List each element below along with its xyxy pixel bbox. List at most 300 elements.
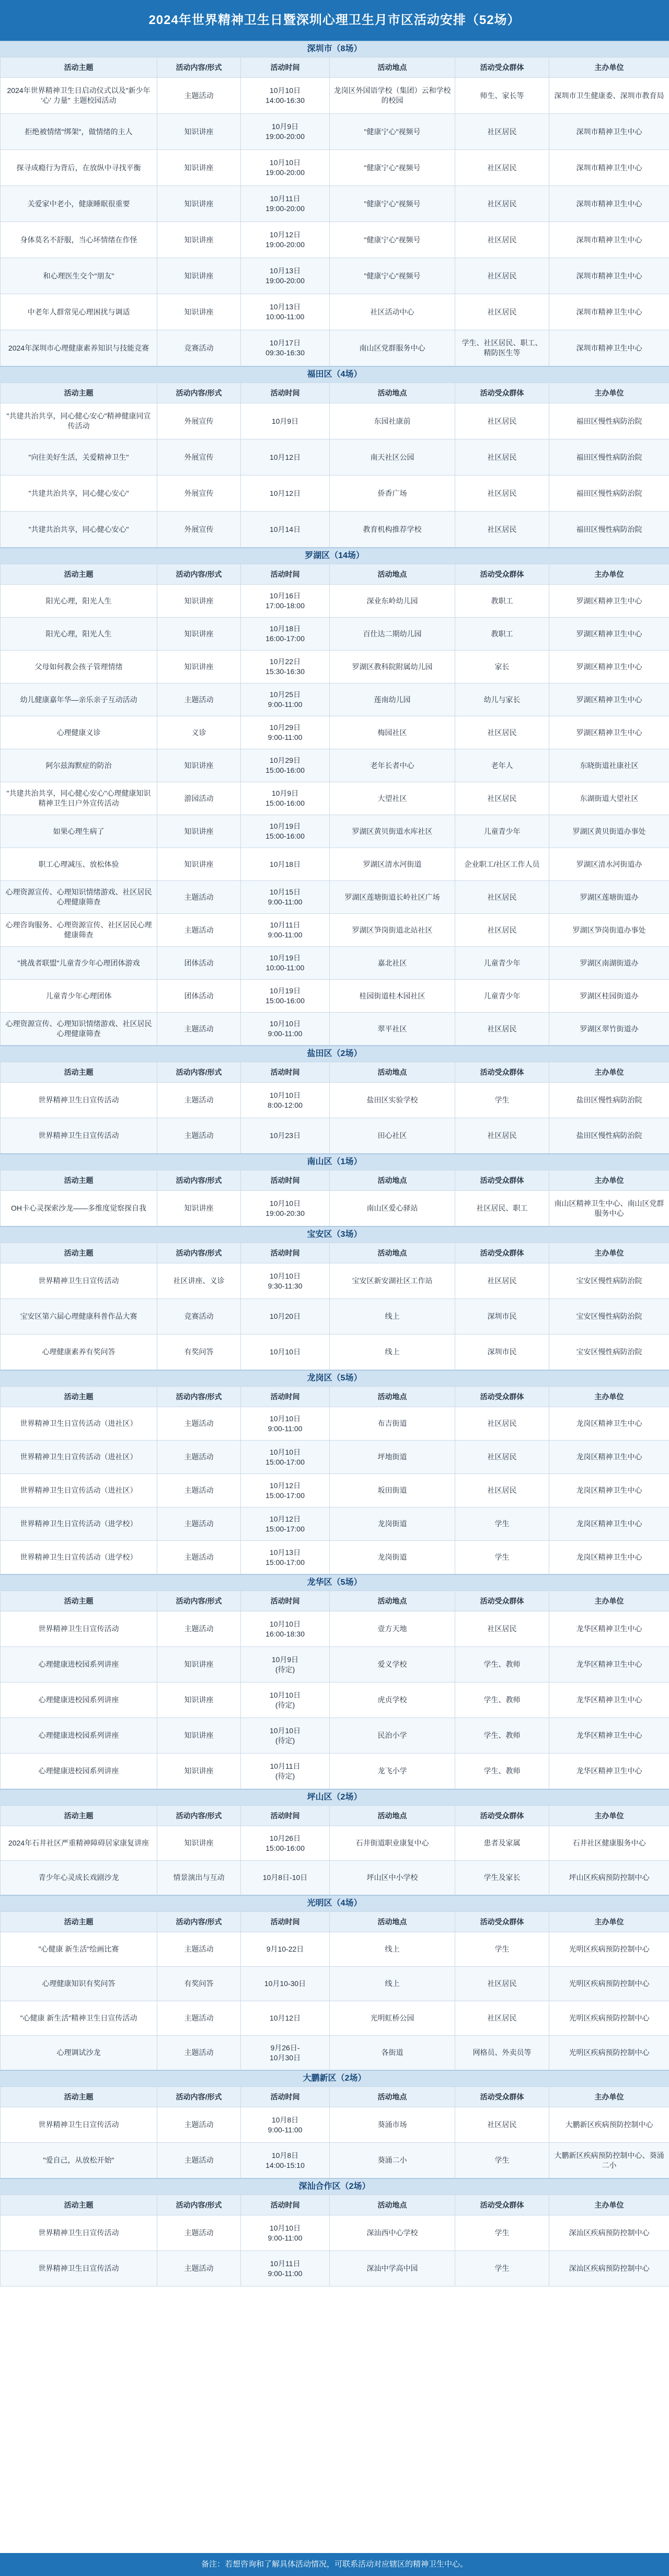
table-cell: 罗湖区精神卫生中心	[549, 618, 669, 651]
table-row	[1, 258, 669, 294]
column-header: 主办单位	[549, 1912, 669, 1932]
table-cell: 10月15日 9:00-11:00	[241, 881, 330, 914]
table-cell: 福田区慢性病防治院	[549, 439, 669, 475]
table-cell: 儿童青少年	[455, 815, 549, 848]
column-header: 活动地点	[330, 1591, 455, 1611]
table-cell: 光明区疾病预防控制中心	[549, 1932, 669, 1967]
column-header: 活动时间	[241, 1062, 330, 1083]
table-cell: 罗湖区清水河街道	[330, 848, 455, 881]
table-cell: 患者及家属	[455, 1826, 549, 1861]
table-cell: 主题活动	[157, 1407, 241, 1441]
table-cell: 龙岗街道	[330, 1507, 455, 1541]
table-cell: 外展宣传	[157, 403, 241, 439]
column-header: 主办单位	[549, 383, 669, 403]
table-cell: 爱义学校	[330, 1647, 455, 1682]
table-cell: 知识讲座	[157, 258, 241, 294]
table-cell: 世界精神卫生日宣传活动	[1, 2251, 157, 2287]
table-cell: 知识讲座	[157, 150, 241, 186]
table-cell: 10月19日 15:00-16:00	[241, 980, 330, 1013]
table-cell: 青少年心灵成长戏剧沙龙	[1, 1861, 157, 1895]
table-cell: 知识讲座	[157, 1718, 241, 1754]
table-cell: 知识讲座	[157, 848, 241, 881]
column-header-row	[1, 1243, 669, 1263]
table-cell: 罗湖区黄贝街道水库社区	[330, 815, 455, 848]
column-header: 活动地点	[330, 1387, 455, 1407]
table-cell: 知识讲座	[157, 815, 241, 848]
table-row	[1, 330, 669, 366]
table-cell: 学生	[455, 1083, 549, 1118]
table-cell: 社区居民	[455, 881, 549, 914]
page-title: 2024年世界精神卫生日暨深圳心理卫生月市区活动安排（52场）	[0, 0, 669, 41]
table-cell: 10月8日 14:00-15:10	[241, 2143, 330, 2178]
table-row	[1, 439, 669, 475]
column-header: 主办单位	[549, 1806, 669, 1826]
column-header: 活动主题	[1, 1591, 157, 1611]
column-header: 活动内容/形式	[157, 1912, 241, 1932]
table-cell: 龙华区精神卫生中心	[549, 1682, 669, 1718]
table-cell: 主题活动	[157, 2036, 241, 2070]
column-header-row	[1, 1062, 669, 1083]
table-cell: 如果心理生病了	[1, 815, 157, 848]
district-table	[0, 564, 669, 1046]
table-row	[1, 749, 669, 782]
table-cell: 2024年深圳市心理健康素养知识与技能竞赛	[1, 330, 157, 366]
column-header: 主办单位	[549, 1062, 669, 1083]
table-cell: 心理健康进校园系列讲座	[1, 1682, 157, 1718]
table-cell: 网格员、外卖员等	[455, 2036, 549, 2070]
table-cell: 10月18日 16:00-17:00	[241, 618, 330, 651]
column-header: 主办单位	[549, 57, 669, 78]
table-cell: 竞赛活动	[157, 1299, 241, 1335]
district-table	[0, 1805, 669, 1895]
table-cell: 龙飞小学	[330, 1754, 455, 1789]
table-cell: 主题活动	[157, 2251, 241, 2287]
table-row	[1, 1682, 669, 1718]
table-cell: 10月10日 (待定)	[241, 1682, 330, 1718]
table-cell: 10月10日 19:00-20:00	[241, 150, 330, 186]
column-header: 活动受众群体	[455, 1912, 549, 1932]
table-cell: 10月8日-10日	[241, 1861, 330, 1895]
district-table	[0, 1170, 669, 1226]
table-cell: 义诊	[157, 716, 241, 749]
table-cell: 10月12日	[241, 439, 330, 475]
table-cell: 布吉街道	[330, 1407, 455, 1441]
table-cell: 世界精神卫生日宣传活动（进学校）	[1, 1507, 157, 1541]
table-cell: 学生及家长	[455, 1861, 549, 1895]
table-cell: 主题活动	[157, 1507, 241, 1541]
table-cell: 盐田区慢性病防治院	[549, 1118, 669, 1154]
table-cell: 龙岗区精神卫生中心	[549, 1541, 669, 1574]
table-cell: 知识讲座	[157, 294, 241, 330]
district-header: 龙华区（5场）	[0, 1574, 669, 1591]
table-cell: 10月13日 10:00-11:00	[241, 294, 330, 330]
column-header: 活动时间	[241, 2087, 330, 2107]
table-cell: 主题活动	[157, 1013, 241, 1046]
table-cell: 各街道	[330, 2036, 455, 2070]
table-cell: 坪山区中小学校	[330, 1861, 455, 1895]
table-cell: 知识讲座	[157, 585, 241, 618]
table-cell: "健康宁心"视频号	[330, 222, 455, 258]
column-header: 活动受众群体	[455, 1170, 549, 1191]
table-cell: 社区居民	[455, 114, 549, 150]
table-cell: 社区居民	[455, 1013, 549, 1046]
table-cell: 学生	[455, 2215, 549, 2251]
column-header: 活动受众群体	[455, 383, 549, 403]
column-header: 活动内容/形式	[157, 1243, 241, 1263]
table-row	[1, 585, 669, 618]
table-cell: 葵涌二小	[330, 2143, 455, 2178]
table-cell: 心理健康义诊	[1, 716, 157, 749]
table-cell: 世界精神卫生日宣传活动	[1, 2215, 157, 2251]
column-header: 活动时间	[241, 1591, 330, 1611]
table-cell: 知识讲座	[157, 1826, 241, 1861]
column-header-row	[1, 1912, 669, 1932]
table-row	[1, 512, 669, 548]
table-cell: 阳光心理，阳光人生	[1, 585, 157, 618]
table-row	[1, 294, 669, 330]
table-cell: 10月9日 15:00-16:00	[241, 782, 330, 815]
column-header: 活动地点	[330, 57, 455, 78]
table-cell: 10月10日 (待定)	[241, 1718, 330, 1754]
table-cell: 深圳市精神卫生中心	[549, 294, 669, 330]
column-header: 活动受众群体	[455, 564, 549, 585]
table-cell: 社区居民	[455, 222, 549, 258]
table-row	[1, 475, 669, 512]
table-cell: 中老年人群常见心理困扰与调适	[1, 294, 157, 330]
table-row	[1, 980, 669, 1013]
table-cell: 东湖街道大望社区	[549, 782, 669, 815]
table-cell: 团体活动	[157, 980, 241, 1013]
table-cell: 罗湖区教科院附属幼儿园	[330, 651, 455, 683]
table-cell: 光明区疾病预防控制中心	[549, 1967, 669, 2001]
table-cell: 主题活动	[157, 2215, 241, 2251]
table-cell: 10月11日 19:00-20:00	[241, 186, 330, 222]
table-cell: 龙岗区精神卫生中心	[549, 1507, 669, 1541]
table-cell: 10月14日	[241, 512, 330, 548]
table-cell: 民治小学	[330, 1718, 455, 1754]
table-cell: 福田区慢性病防治院	[549, 475, 669, 512]
table-cell: 盐田区实验学校	[330, 1083, 455, 1118]
table-cell: 10月10日 9:00-11:00	[241, 1407, 330, 1441]
table-cell: 社区居民	[455, 1967, 549, 2001]
table-cell: 主题活动	[157, 1441, 241, 1474]
table-cell: 龙华区精神卫生中心	[549, 1611, 669, 1647]
table-cell: 深汕区疾病预防控制中心	[549, 2215, 669, 2251]
table-cell: 心理咨询服务、心理资源宣传、社区居民心理健康筛查	[1, 914, 157, 947]
table-cell: 大鹏新区疾病预防控制中心	[549, 2107, 669, 2143]
table-cell: 10月8日 9:00-11:00	[241, 2107, 330, 2143]
table-cell: 深圳市精神卫生中心	[549, 114, 669, 150]
table-cell: 世界精神卫生日宣传活动（进学校）	[1, 1541, 157, 1574]
table-row	[1, 222, 669, 258]
table-cell: 知识讲座	[157, 114, 241, 150]
district-header: 深圳市（8场）	[0, 41, 669, 57]
table-row	[1, 114, 669, 150]
table-cell: 心理调试沙龙	[1, 2036, 157, 2070]
column-header: 活动主题	[1, 57, 157, 78]
column-header: 活动内容/形式	[157, 2087, 241, 2107]
table-row	[1, 2143, 669, 2178]
table-cell: 拒绝被情绪"绑架"，做情绪的主人	[1, 114, 157, 150]
column-header-row	[1, 1387, 669, 1407]
table-cell: 幼儿与家长	[455, 683, 549, 716]
column-header: 活动地点	[330, 1912, 455, 1932]
table-cell: 知识讲座	[157, 1647, 241, 1682]
table-cell: 坪地街道	[330, 1441, 455, 1474]
table-cell: 10月19日 15:00-16:00	[241, 815, 330, 848]
table-cell: "挑战者联盟"儿童青少年心理团体游戏	[1, 947, 157, 980]
table-cell: 社区居民	[455, 258, 549, 294]
table-cell: 南天社区公园	[330, 439, 455, 475]
table-cell: 深汕区疾病预防控制中心	[549, 2251, 669, 2287]
table-cell: 世界精神卫生日宣传活动（进社区）	[1, 1407, 157, 1441]
table-cell: 有奖问答	[157, 1967, 241, 2001]
table-cell: 线上	[330, 1967, 455, 2001]
column-header: 活动地点	[330, 564, 455, 585]
district-sections	[0, 41, 669, 2287]
table-cell: 10月10-30日	[241, 1967, 330, 2001]
table-row	[1, 1013, 669, 1046]
table-cell: 社区居民	[455, 1263, 549, 1299]
table-cell: 学生	[455, 1541, 549, 1574]
table-cell: 罗湖区精神卫生中心	[549, 716, 669, 749]
table-cell: 心理资源宣传、心理知识情绪游戏、社区居民心理健康筛查	[1, 881, 157, 914]
table-cell: 心理健康进校园系列讲座	[1, 1718, 157, 1754]
district-header: 罗湖区（14场）	[0, 548, 669, 564]
column-header-row	[1, 383, 669, 403]
table-cell: 9月26日- 10月30日	[241, 2036, 330, 2070]
column-header: 活动受众群体	[455, 1806, 549, 1826]
table-cell: 主题活动	[157, 2001, 241, 2036]
table-cell: 龙岗区外国语学校（集团）云和学校的校园	[330, 78, 455, 114]
table-cell: 世界精神卫生日宣传活动（进社区）	[1, 1441, 157, 1474]
table-cell: 世界精神卫生日宣传活动	[1, 1118, 157, 1154]
column-header: 主办单位	[549, 1387, 669, 1407]
table-cell: 社区居民	[455, 475, 549, 512]
table-cell: 深圳市精神卫生中心	[549, 222, 669, 258]
table-cell: 百仕达二期幼儿园	[330, 618, 455, 651]
column-header: 活动时间	[241, 383, 330, 403]
table-cell: "健康宁心"视频号	[330, 114, 455, 150]
table-cell: "健康宁心"视频号	[330, 258, 455, 294]
table-row	[1, 1441, 669, 1474]
table-cell: 10月17日 09:30-16:30	[241, 330, 330, 366]
table-cell: 10月12日 15:00-17:00	[241, 1507, 330, 1541]
table-cell: 10月10日 19:00-20:30	[241, 1191, 330, 1226]
column-header: 活动地点	[330, 383, 455, 403]
table-cell: 知识讲座	[157, 222, 241, 258]
table-cell: 深业东岭幼儿园	[330, 585, 455, 618]
table-cell: 儿童青少年	[455, 947, 549, 980]
table-cell: 10月18日	[241, 848, 330, 881]
table-cell: 世界精神卫生日宣传活动	[1, 1263, 157, 1299]
column-header: 主办单位	[549, 1170, 669, 1191]
table-cell: 莲南幼儿园	[330, 683, 455, 716]
table-row	[1, 2107, 669, 2143]
table-cell: 宝安区慢性病防治院	[549, 1299, 669, 1335]
table-cell: 2024年石井社区严重精神障碍居家康复讲座	[1, 1826, 157, 1861]
table-cell: 罗湖区笋岗街道办事处	[549, 914, 669, 947]
table-row	[1, 1407, 669, 1441]
column-header: 主办单位	[549, 1591, 669, 1611]
table-row	[1, 1474, 669, 1507]
district-header: 龙岗区（5场）	[0, 1370, 669, 1386]
table-cell: 罗湖区精神卫生中心	[549, 585, 669, 618]
table-cell: 社区居民	[455, 1611, 549, 1647]
district-header: 大鹏新区（2场）	[0, 2070, 669, 2086]
table-cell: 罗湖区精神卫生中心	[549, 651, 669, 683]
table-cell: 社区居民	[455, 716, 549, 749]
table-cell: 龙华区精神卫生中心	[549, 1718, 669, 1754]
table-cell: 儿童青少年心理团体	[1, 980, 157, 1013]
table-cell: 10月9日	[241, 403, 330, 439]
column-header: 活动时间	[241, 1912, 330, 1932]
table-cell: 幼儿健康嘉年华—亲乐亲子互动活动	[1, 683, 157, 716]
table-cell: 10月10日 9:30-11:30	[241, 1263, 330, 1299]
table-cell: 学生、教师	[455, 1754, 549, 1789]
column-header: 活动受众群体	[455, 57, 549, 78]
table-cell: 坂田街道	[330, 1474, 455, 1507]
table-cell: 社区居民	[455, 439, 549, 475]
table-cell: 田心社区	[330, 1118, 455, 1154]
table-cell: 社区居民	[455, 403, 549, 439]
table-cell: 深圳市精神卫生中心	[549, 330, 669, 366]
table-cell: 线上	[330, 1335, 455, 1370]
table-cell: 学生、教师	[455, 1718, 549, 1754]
table-cell: 心理健康进校园系列讲座	[1, 1647, 157, 1682]
district-header: 盐田区（2场）	[0, 1046, 669, 1062]
table-cell: 阿尔兹海默症的防治	[1, 749, 157, 782]
table-cell: 10月29日 15:00-16:00	[241, 749, 330, 782]
column-header-row	[1, 57, 669, 78]
column-header: 活动主题	[1, 2087, 157, 2107]
table-cell: 10月10日 15:00-17:00	[241, 1441, 330, 1474]
table-cell: 福田区慢性病防治院	[549, 512, 669, 548]
table-cell: 龙岗区精神卫生中心	[549, 1441, 669, 1474]
table-cell: 知识讲座	[157, 749, 241, 782]
table-cell: 龙岗区精神卫生中心	[549, 1474, 669, 1507]
table-cell: 罗湖区桂园街道办	[549, 980, 669, 1013]
table-cell: 学生	[455, 2143, 549, 2178]
table-cell: 教职工	[455, 585, 549, 618]
footer-note: 备注：若想咨询和了解具体活动情况，可联系活动对应辖区的精神卫生中心。	[0, 2553, 669, 2576]
table-cell: 罗湖区黄贝街道办事处	[549, 815, 669, 848]
table-cell: 龙岗区精神卫生中心	[549, 1407, 669, 1441]
table-cell: 教育机构推荐学校	[330, 512, 455, 548]
table-row	[1, 186, 669, 222]
table-cell: 主题活动	[157, 2143, 241, 2178]
table-cell: 老年人	[455, 749, 549, 782]
table-cell: 情景演出与互动	[157, 1861, 241, 1895]
district-table	[0, 382, 669, 548]
column-header-row	[1, 2195, 669, 2215]
table-row	[1, 1541, 669, 1574]
table-cell: 10月19日 10:00-11:00	[241, 947, 330, 980]
table-cell: 社区居民	[455, 2107, 549, 2143]
table-cell: 主题活动	[157, 1932, 241, 1967]
table-row	[1, 1932, 669, 1967]
table-cell: 知识讲座	[157, 1191, 241, 1226]
column-header: 活动内容/形式	[157, 564, 241, 585]
table-cell: 东晓街道社康社区	[549, 749, 669, 782]
table-cell: 主题活动	[157, 1474, 241, 1507]
table-cell: 侨香广场	[330, 475, 455, 512]
district-table	[0, 1062, 669, 1154]
table-cell: 知识讲座	[157, 186, 241, 222]
table-cell: 罗湖区莲塘街道长岭社区广场	[330, 881, 455, 914]
district-header: 宝安区（3场）	[0, 1226, 669, 1243]
table-cell: 10月12日 15:00-17:00	[241, 1474, 330, 1507]
table-cell: 深圳市卫生健康委、深圳市教育局	[549, 78, 669, 114]
table-row	[1, 881, 669, 914]
table-row	[1, 618, 669, 651]
column-header: 活动内容/形式	[157, 1806, 241, 1826]
column-header: 活动主题	[1, 1806, 157, 1826]
table-cell: 社区居民	[455, 1407, 549, 1441]
table-cell: 关爱家中老小，健康睡眠很重要	[1, 186, 157, 222]
table-cell: 大鹏新区疾病预防控制中心、葵涌二小	[549, 2143, 669, 2178]
table-cell: 社区活动中心	[330, 294, 455, 330]
table-cell: "共建共治共享，同心健心安心"精神健康同宣传活动	[1, 403, 157, 439]
table-cell: 大望社区	[330, 782, 455, 815]
table-cell: 罗湖区南湖街道办	[549, 947, 669, 980]
table-cell: 10月9日 (待定)	[241, 1647, 330, 1682]
table-cell: 团体活动	[157, 947, 241, 980]
column-header-row	[1, 564, 669, 585]
district-header: 坪山区（2场）	[0, 1789, 669, 1805]
table-cell: 10月12日	[241, 2001, 330, 2036]
column-header: 活动受众群体	[455, 1591, 549, 1611]
district-header: 光明区（4场）	[0, 1895, 669, 1911]
table-row	[1, 2251, 669, 2287]
column-header: 活动地点	[330, 1243, 455, 1263]
table-cell: 10月11日 9:00-11:00	[241, 914, 330, 947]
table-row	[1, 1118, 669, 1154]
column-header: 活动受众群体	[455, 1387, 549, 1407]
table-row	[1, 78, 669, 114]
table-cell: 光明区疾病预防控制中心	[549, 2036, 669, 2070]
table-cell: 10月10日 8:00-12:00	[241, 1083, 330, 1118]
table-cell: 10月10日 16:00-18:30	[241, 1611, 330, 1647]
table-cell: 家长	[455, 651, 549, 683]
table-cell: 线上	[330, 1932, 455, 1967]
table-cell: 10月10日 14:00-16:30	[241, 78, 330, 114]
table-cell: 10月10日	[241, 1335, 330, 1370]
table-row	[1, 2036, 669, 2070]
table-row	[1, 1611, 669, 1647]
table-cell: 学生	[455, 1507, 549, 1541]
table-cell: 社区居民	[455, 512, 549, 548]
table-row	[1, 1861, 669, 1895]
table-cell: 光明虹桥公园	[330, 2001, 455, 2036]
table-cell: 宝安区慢性病防治院	[549, 1263, 669, 1299]
table-cell: 东园社康前	[330, 403, 455, 439]
table-cell: 梅园社区	[330, 716, 455, 749]
table-cell: 10月10日 9:00-11:00	[241, 1013, 330, 1046]
table-cell: 社区居民	[455, 782, 549, 815]
table-row	[1, 150, 669, 186]
table-row	[1, 403, 669, 439]
table-cell: 深圳市精神卫生中心	[549, 186, 669, 222]
table-cell: 知识讲座	[157, 651, 241, 683]
table-cell: 学生、教师	[455, 1647, 549, 1682]
table-cell: "健康宁心"视频号	[330, 150, 455, 186]
table-row	[1, 651, 669, 683]
district-header: 福田区（4场）	[0, 366, 669, 382]
table-cell: 身体莫名不舒服，当心坏情绪在作怪	[1, 222, 157, 258]
table-cell: 知识讲座	[157, 1754, 241, 1789]
table-cell: 翠平社区	[330, 1013, 455, 1046]
